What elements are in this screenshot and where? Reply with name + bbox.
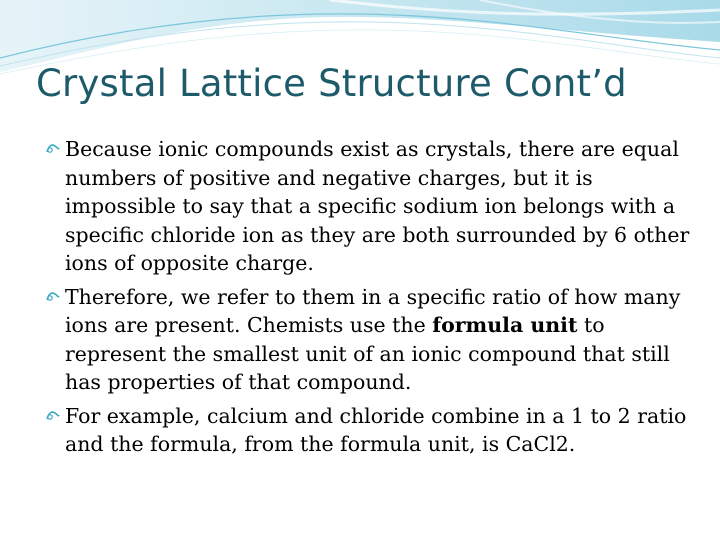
- bullet-text-prefix: Therefore, we refer to them in a specific ratio of how many ions are present. Chemists use the: [65, 284, 681, 337]
- hollow-wavy-bullet-icon: [45, 135, 61, 164]
- bullet-text: For example, calcium and chloride combine in a 1 to 2 ratio and the formula, from the formula unit, is CaCl2.: [65, 403, 687, 456]
- bullet-text-suffix: to represent the smallest unit of an ionic compound that still has properties of that compound.: [65, 313, 670, 394]
- bullet-item: [44, 283, 694, 397]
- bullet-item: [44, 135, 694, 278]
- hollow-wavy-bullet-icon: [45, 283, 61, 312]
- slide-title: Crystal Lattice Structure Cont’d: [36, 62, 627, 105]
- bullet-list: [44, 135, 694, 464]
- hollow-wavy-bullet-icon: [45, 402, 61, 431]
- bullet-item: [44, 402, 694, 459]
- bullet-text: Because ionic compounds exist as crystals, there are equal numbers of positive and negative charges, but it is impossible to say that a specific sodium ion belongs with a specific chloride ion as they are both surrounded by 6 other ions of opposite charge.: [65, 137, 690, 275]
- bullet-bold-term: formula unit: [432, 313, 578, 337]
